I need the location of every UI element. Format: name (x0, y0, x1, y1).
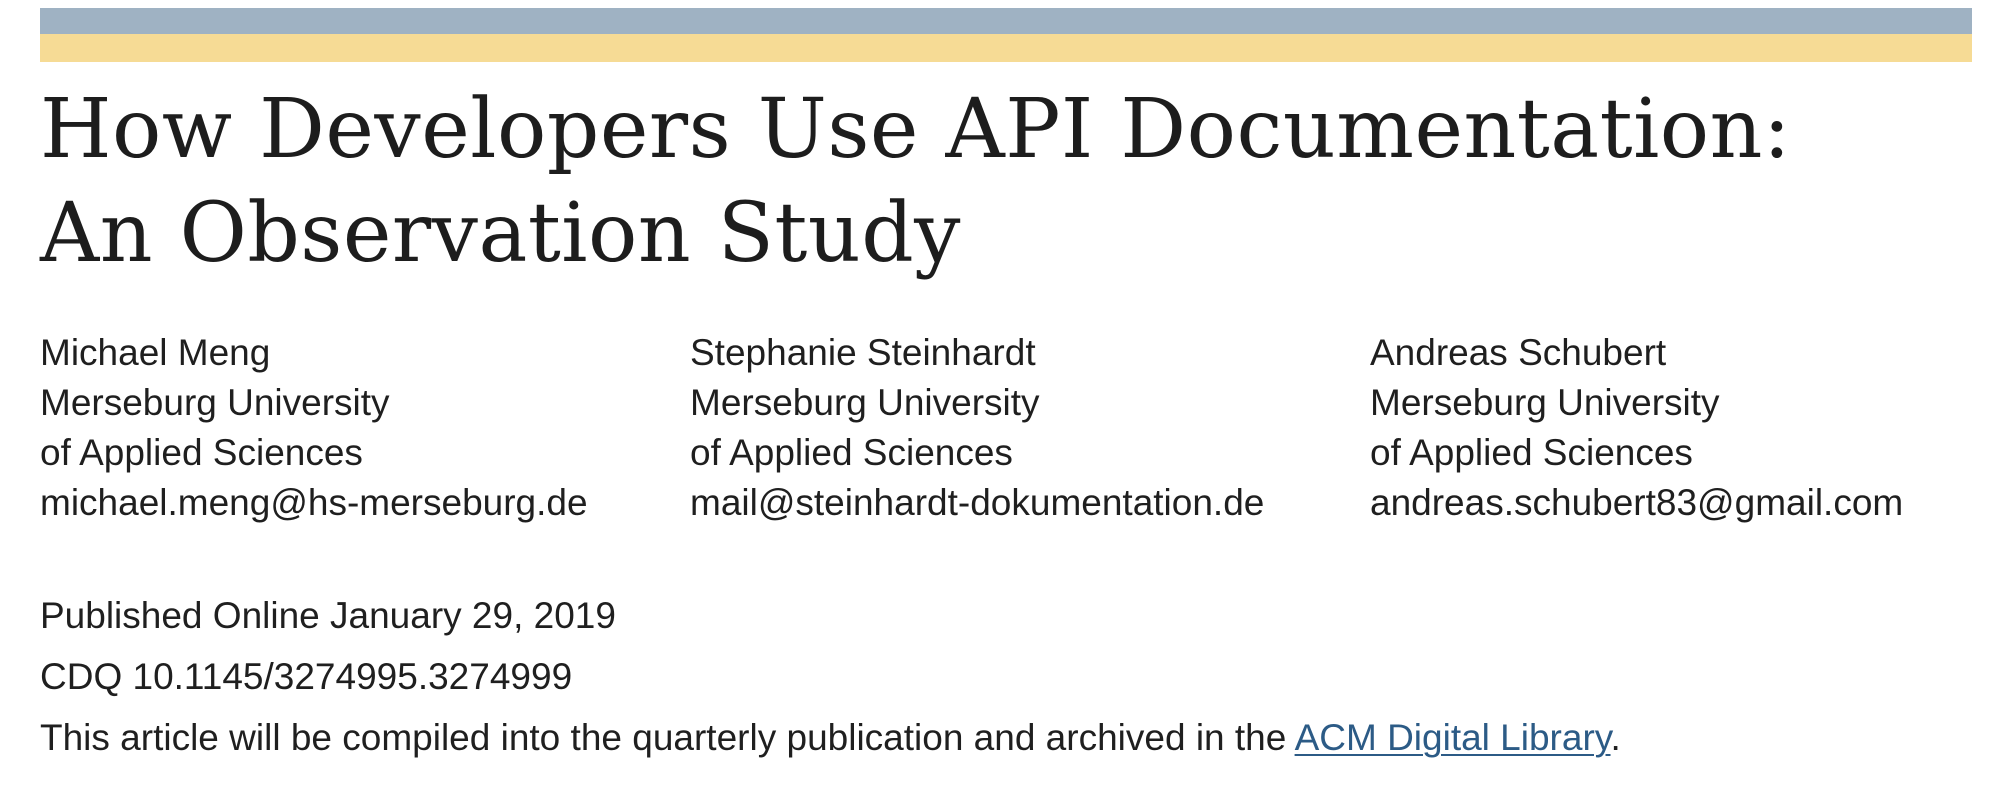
author-email: andreas.schubert83@gmail.com (1370, 482, 1904, 523)
author-affiliation-line-2: of Applied Sciences (1370, 432, 1693, 473)
acm-digital-library-link[interactable]: ACM Digital Library (1294, 717, 1611, 758)
author-affiliation-line-1: Merseburg University (40, 382, 390, 423)
author-email: michael.meng@hs-merseburg.de (40, 482, 588, 523)
author-block-michael-meng (40, 328, 588, 528)
author-email: mail@steinhardt-dokumentation.de (690, 482, 1265, 523)
article-title-line-1: How Developers Use API Documentation: (40, 82, 1792, 177)
header-stripe-blue (40, 8, 1972, 34)
author-affiliation-line-2: of Applied Sciences (690, 432, 1013, 473)
archive-note-prefix: This article will be compiled into the quarterly publication and archived in the (40, 717, 1295, 758)
author-affiliation-line-2: of Applied Sciences (40, 432, 363, 473)
archive-note (40, 714, 1621, 762)
archive-note-suffix: . (1610, 717, 1621, 758)
header-stripe-yellow (40, 34, 1972, 62)
published-date: Published Online January 29, 2019 (40, 595, 616, 636)
author-name: Stephanie Steinhardt (690, 332, 1036, 373)
article-title (40, 78, 1940, 286)
author-affiliation-line-1: Merseburg University (690, 382, 1040, 423)
doi-text: CDQ 10.1145/3274995.3274999 (40, 656, 573, 697)
author-name: Michael Meng (40, 332, 271, 373)
article-title-line-2: An Observation Study (40, 186, 962, 281)
author-name: Andreas Schubert (1370, 332, 1667, 373)
author-block-stephanie-steinhardt (690, 328, 1264, 528)
author-affiliation-line-1: Merseburg University (1370, 382, 1720, 423)
author-block-andreas-schubert (1370, 328, 1903, 528)
